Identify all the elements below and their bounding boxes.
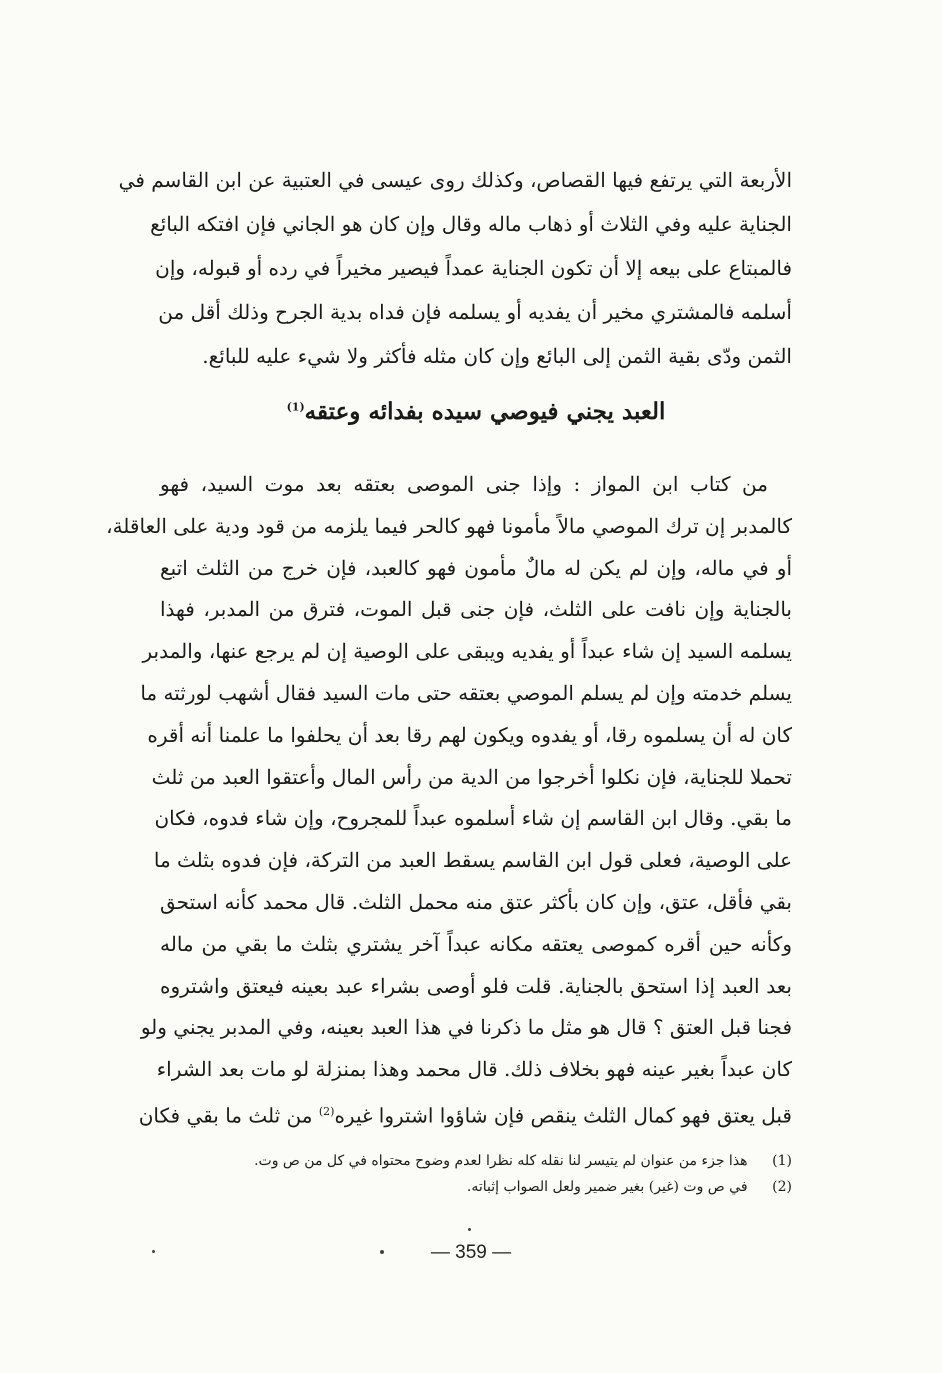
scan-speck (468, 1228, 471, 1231)
footnote-mark: (2) (772, 1179, 792, 1195)
text-line-last (138, 1091, 792, 1133)
section-heading (160, 398, 792, 425)
scan-speck (380, 1250, 384, 1254)
text-line: ما بقي. وقال ابن القاسم إن شاء أسلموه عبداً للمجروح، وإن شاء فدوه، فكان (154, 806, 792, 831)
page-number: — 359 — (430, 1242, 512, 1263)
text-line: الجناية عليه وفي الثلاث أو ذهاب ماله وقال وإن كان هو الجاني فإن افتكه البائع (150, 212, 792, 236)
text-line: أسلمه فالمشتري مخير أن يفديه أو يسلمه فإن فداه بدية الجرح وذلك أقل من (158, 300, 792, 324)
heading-footnote-mark: (1) (286, 400, 305, 414)
paragraph-2 (106, 464, 792, 1133)
paragraph-1 (118, 158, 792, 378)
text-line: كالمدبر إن ترك الموصي مالاً مأمونا فهو كالحر فيما يلزمه من قود ودية على العاقلة، (106, 513, 792, 538)
text-segment: قبل يعتق فهو كمال الثلث ينقص فإن شاؤوا اشتروا غيره (334, 1103, 792, 1128)
text-line: من كتاب ابن المواز : وإذا جنى الموصى بعتقه بعد موت السيد، فهو (160, 472, 768, 496)
text-line: بعد العبد إذا استحق بالجناية. قلت فلو أوصى بشراء عبد بعينه فيعتق واشتروه (160, 973, 792, 998)
text-line: فالمبتاع على بيعه إلا أن تكون الجناية عمداً فيصير مخيراً في رده أو قبوله، وإن (155, 256, 792, 280)
text-line: يسلمه السيد إن شاء عبداً أو يفديه ويبقى على الوصية إن لم يرجع عنها، والمدبر (142, 639, 792, 664)
footnote-text: هذا جزء من عنوان لم يتيسر لنا نقله كله نظرا لعدم وضوح محتواه في كل من ص وت. (254, 1153, 748, 1169)
text-line: الأربعة التي يرتفع فيها القصاص، وكذلك روى عيسى في العتبية عن ابن القاسم في (118, 168, 792, 192)
footnote-2 (160, 1174, 792, 1200)
text-line: بالجناية وإن نافت على الثلث، فإن جنى قبل الموت، فترق من المدبر، فهذا (160, 597, 792, 622)
text-line: الثمن ودّى بقية الثمن إلى البائع وإن كان مثله فأكثر ولا شيء عليه للبائع. (202, 344, 792, 368)
text-line: على الوصية، فعلى قول ابن القاسم يسقط العبد من التركة، فإن فدوه بثلث ما (153, 848, 792, 873)
heading-text: العبد يجني فيوصي سيده بفدائه وعتقه (304, 398, 666, 425)
text-line: يسلم خدمته وإن لم يسلم الموصي بعتقه حتى مات السيد فقال أشهب لورثته ما (140, 680, 792, 705)
footnote-text: في ص وت (غير) بغير ضمير ولعل الصواب إثباته. (466, 1179, 748, 1195)
text-line: كان له أن يسلموه رقا، أو يفدوه ويكون لهم رقا بعد أن يحلفوا ما علمنا أنه أقره (147, 722, 792, 747)
footnote-mark: (1) (772, 1153, 792, 1169)
footnotes (160, 1148, 792, 1200)
text-line: كان عبداً بغير عينه فهو بخلاف ذلك. قال محمد وهذا بمنزلة لو مات بعد الشراء (156, 1057, 792, 1082)
inline-footnote-mark: (2) (318, 1104, 335, 1118)
text-line: وكأنه حين أقره كموصى يعتقه مكانه عبداً آخر يشتري بثلث ما بقي من ماله (160, 931, 792, 956)
footnote-1 (160, 1148, 792, 1174)
text-line: تحملا للجناية، فإن نكلوا أخرجوا من الدية من رأس المال وأعتقوا العبد من ثلث (151, 764, 792, 789)
text-line: بقي فأقل، عتق، وإن كان بأكثر عتق منه محمل الثلث. قال محمد كأنه استحق (160, 889, 792, 914)
text-line: أو في ماله، وإن لم يكن له مالٌ مأمون فهو كالعبد، فإن خرج من الثلث اتبع (160, 555, 792, 580)
text-line: فجنا قبل العتق ؟ قال هو مثل ما ذكرنا في هذا العبد بعينه، وفي المدبر يجني ولو (140, 1015, 792, 1040)
text-segment: من ثلث ما بقي فكان (138, 1103, 313, 1128)
scan-speck (152, 1250, 155, 1253)
